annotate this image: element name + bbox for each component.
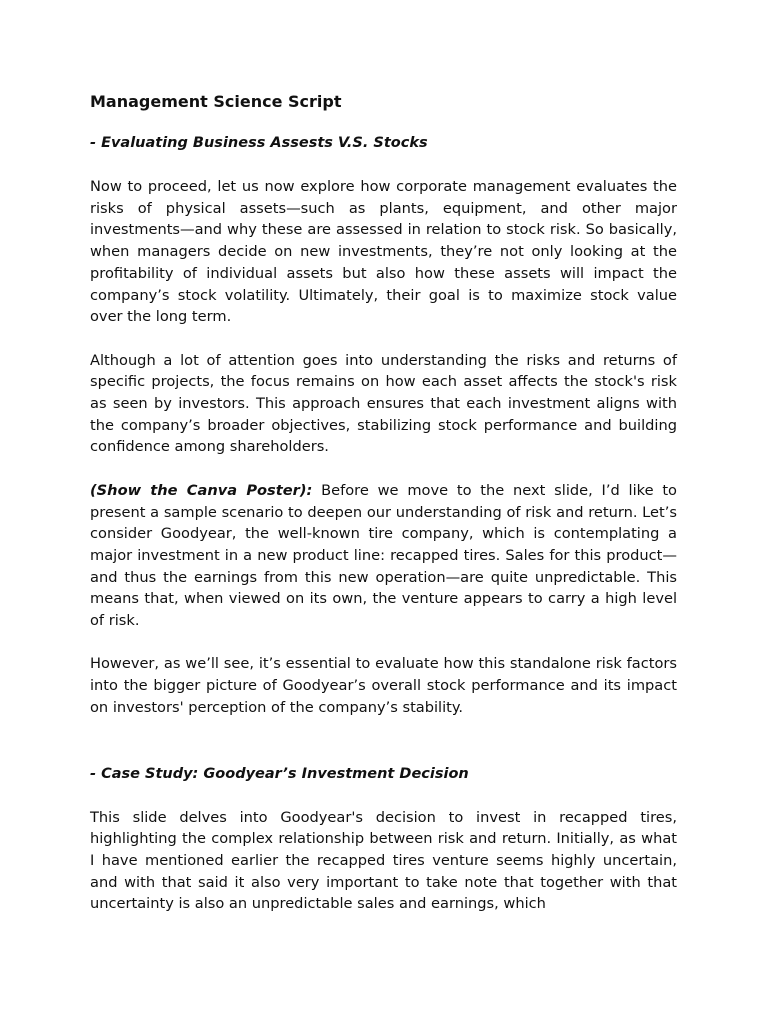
document-body xyxy=(90,88,677,915)
paragraph-canva-poster-scenario xyxy=(90,480,677,632)
section-heading-assets-vs-stocks: - Evaluating Business Assests V.S. Stocks xyxy=(90,135,428,151)
poster-scenario-text: Before we move to the next slide, I’d like to present a sample scenario to deepen our understanding of risk and return. Let’s consider Goodyear, the well-known tire company, which is contemplating a major investment in a new product line: recapped tires. Sales for this product—and thus the earnings from this new operation—are quite unpredictable. This means that, when viewed on its own, the venture appears to carry a high level of risk. xyxy=(90,481,677,630)
paragraph-standalone-risk: However, as we’ll see, it’s essential to evaluate how this standalone risk factors into the bigger picture of Goodyear’s overall stock performance and its impact on investors' perception of the company’s stability. xyxy=(90,655,677,716)
section-heading-case-study: - Case Study: Goodyear’s Investment Decision xyxy=(90,765,469,782)
poster-cue-label: (Show the Canva Poster): xyxy=(90,481,313,499)
paragraph-asset-risk-intro: Now to proceed, let us now explore how corporate management evaluates the risks of physical assets—such as plants, equipment, and other major investments—and why these are assessed in relation to stock risk. So basically, when managers decide on new investments, they’re not only looking at the profitability of individual assets but also how these assets will impact the company’s stock volatility. Ultimately, their goal is to maximize stock value over the long term. xyxy=(90,178,677,326)
paragraph-stock-risk-focus: Although a lot of attention goes into understanding the risks and returns of specific projects, the focus remains on how each asset affects the stock's risk as seen by investors. This approach ensures that each investment aligns with the company’s broader objectives, stabilizing stock performance and building confidence among shareholders. xyxy=(90,351,677,456)
document-title: Management Science Script xyxy=(90,92,342,111)
paragraph-case-study-intro: This slide delves into Goodyear's decision to invest in recapped tires, highlighting the complex relationship between risk and return. Initially, as what I have mentioned earlier the recapped tires venture seems highly uncertain, and with that said it also very important to take note that together with that uncertainty is also an unpredictable sales and earnings, which xyxy=(90,808,677,913)
